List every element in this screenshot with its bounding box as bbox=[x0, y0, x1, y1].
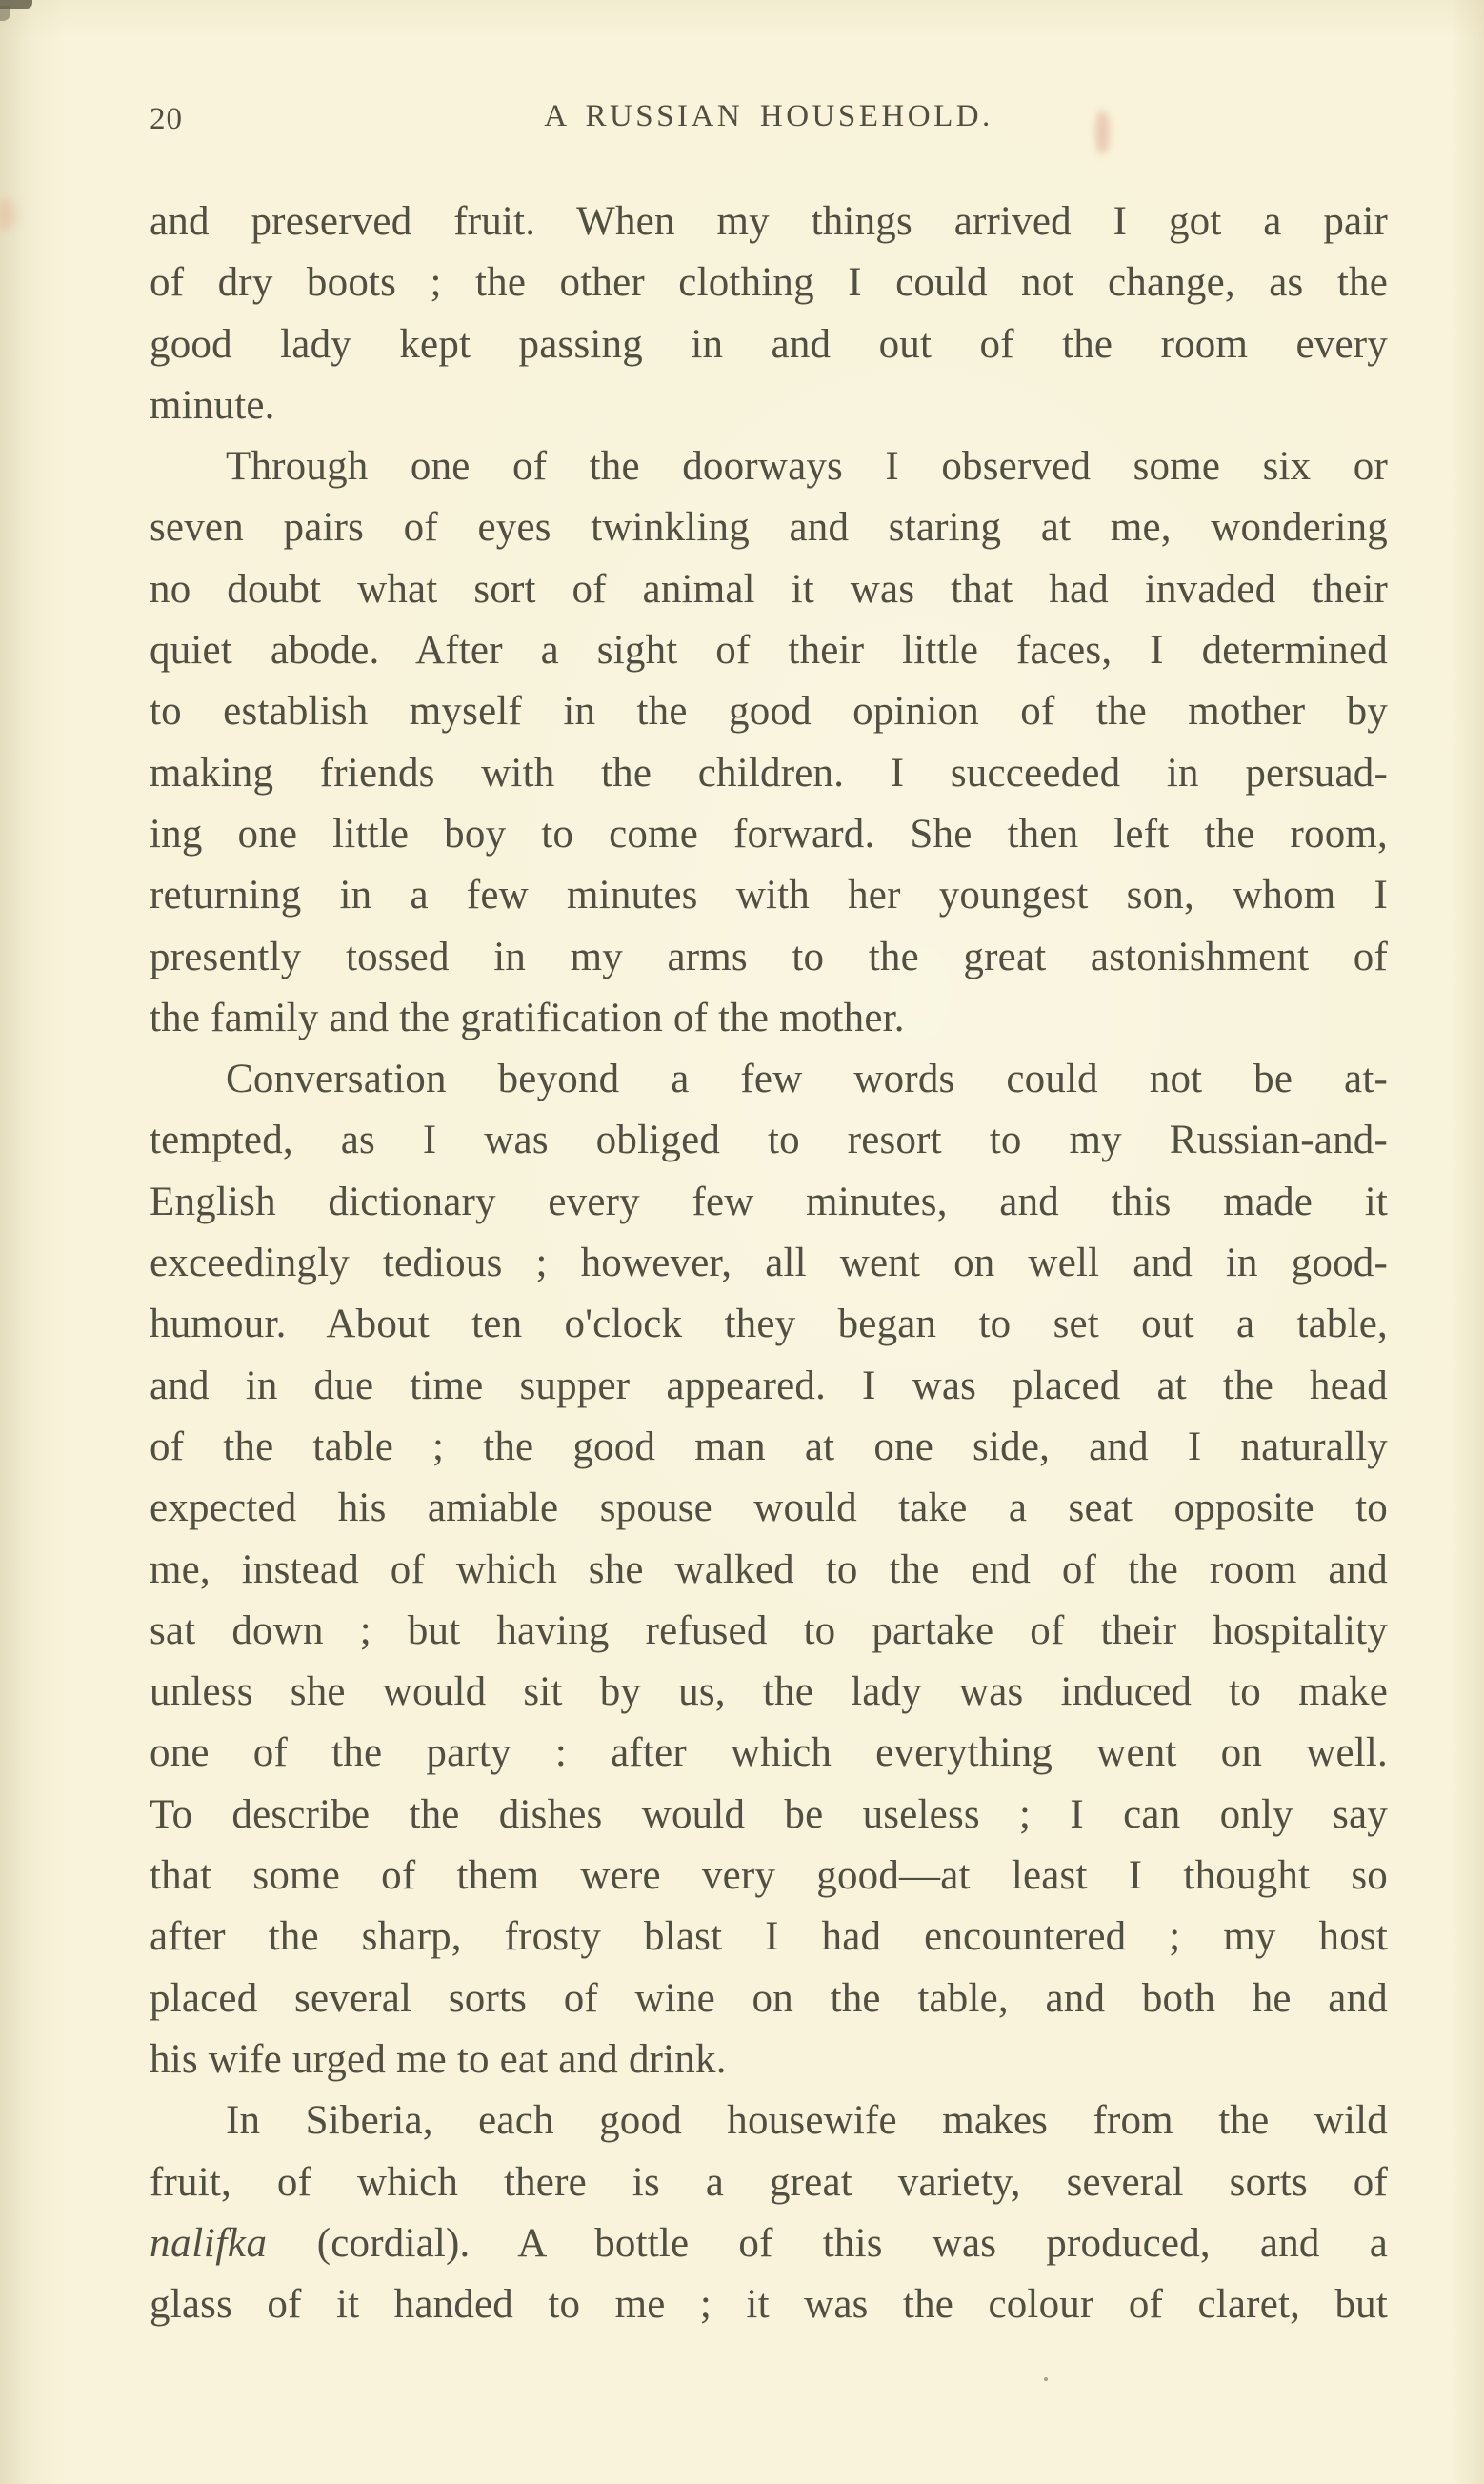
text-line bbox=[150, 1417, 1388, 1478]
text-line bbox=[150, 988, 1388, 1049]
text-line bbox=[150, 252, 1388, 313]
line-text: tempted, as I was obliged to resort to my Russian-and- bbox=[150, 1118, 1388, 1163]
line-text: and in due time supper appeared. I was placed at the head bbox=[150, 1363, 1388, 1408]
text-line bbox=[150, 865, 1388, 926]
line-text: humour. About ten o'clock they began to set out a table, bbox=[150, 1302, 1388, 1347]
line-text: minute. bbox=[150, 382, 275, 428]
text-line bbox=[150, 743, 1388, 804]
line-text: that some of them were very good—at least I thought so bbox=[150, 1853, 1388, 1899]
text-line bbox=[150, 559, 1388, 620]
scan-corner-mark-2 bbox=[0, 6, 10, 21]
line-text: glass of it handed to me ; it was the colour of claret, but bbox=[150, 2282, 1388, 2328]
line-text: To describe the dishes would be useless ; I can only say bbox=[150, 1791, 1388, 1837]
text-line bbox=[150, 2030, 1388, 2090]
text-line bbox=[150, 1785, 1388, 1846]
text-line bbox=[150, 2090, 1388, 2151]
text-line bbox=[150, 1662, 1388, 1723]
text-block bbox=[150, 192, 1388, 2335]
text-line bbox=[150, 1478, 1388, 1539]
text-line bbox=[150, 1233, 1388, 1294]
text-line bbox=[150, 804, 1388, 865]
line-text: fruit, of which there is a great variety, several sorts of bbox=[150, 2159, 1388, 2205]
italic-term: nalifka bbox=[150, 2220, 268, 2266]
text-line bbox=[150, 1969, 1388, 2030]
text-line bbox=[150, 620, 1388, 681]
text-line bbox=[150, 1110, 1388, 1171]
text-line bbox=[150, 1907, 1388, 1968]
text-line bbox=[150, 1356, 1388, 1417]
line-text: me, instead of which she walked to the end of the room and bbox=[150, 1546, 1388, 1592]
line-text: no doubt what sort of animal it was that had invaded their bbox=[150, 566, 1388, 612]
line-text: after the sharp, frosty blast I had encountered ; my host bbox=[150, 1914, 1388, 1960]
text-line bbox=[150, 1294, 1388, 1355]
line-text: returning in a few minutes with her youngest son, whom I bbox=[150, 873, 1388, 919]
text-line bbox=[150, 436, 1388, 497]
line-text: Through one of the doorways I observed some six or bbox=[226, 444, 1388, 490]
text-line bbox=[150, 1172, 1388, 1233]
running-head bbox=[150, 99, 1388, 141]
line-text: his wife urged me to eat and drink. bbox=[150, 2036, 727, 2082]
line-text: expected his amiable spouse would take a seat opposite to bbox=[150, 1485, 1388, 1531]
line-text: the family and the gratification of the mother. bbox=[150, 995, 905, 1040]
text-line bbox=[150, 927, 1388, 988]
text-line bbox=[150, 314, 1388, 375]
text-line bbox=[150, 1540, 1388, 1601]
line-text: Conversation beyond a few words could not be at- bbox=[226, 1057, 1388, 1102]
line-text: of dry boots ; the other clothing I could not change, as the bbox=[150, 260, 1388, 306]
text-line bbox=[150, 2274, 1388, 2335]
text-line bbox=[150, 2152, 1388, 2213]
scan-speck bbox=[1044, 2377, 1048, 2381]
text-line bbox=[150, 681, 1388, 742]
line-text: exceedingly tedious ; however, all went on well and in good- bbox=[150, 1241, 1388, 1286]
text-line bbox=[150, 1846, 1388, 1907]
text-line bbox=[150, 1723, 1388, 1784]
line-text: quiet abode. After a sight of their little faces, I determined bbox=[150, 628, 1388, 674]
text-line bbox=[150, 192, 1388, 252]
line-text: to establish myself in the good opinion of the mother by bbox=[150, 689, 1388, 735]
line-text: of the table ; the good man at one side, and I naturally bbox=[150, 1424, 1388, 1469]
line-text: making friends with the children. I succeeded in persuad- bbox=[150, 750, 1388, 796]
line-text: presently tossed in my arms to the great astonishment of bbox=[150, 934, 1388, 979]
line-text: good lady kept passing in and out of the room every bbox=[150, 321, 1388, 367]
line-text: English dictionary every few minutes, and this made it bbox=[150, 1179, 1388, 1224]
line-text: seven pairs of eyes twinkling and staring at me, wondering bbox=[150, 505, 1388, 551]
text-line bbox=[150, 375, 1388, 436]
page-number: 20 bbox=[150, 102, 183, 136]
text-line bbox=[150, 497, 1388, 558]
text-line bbox=[150, 1601, 1388, 1662]
text-line bbox=[150, 1049, 1388, 1110]
line-text: In Siberia, each good housewife makes from the wild bbox=[226, 2098, 1388, 2144]
running-title: A RUSSIAN HOUSEHOLD. bbox=[544, 99, 993, 133]
line-text: placed several sorts of wine on the table, and both he and bbox=[150, 1975, 1388, 2021]
text-line bbox=[150, 2213, 1388, 2274]
line-text: unless she would sit by us, the lady was induced to make bbox=[150, 1669, 1388, 1715]
line-text: one of the party : after which everything went on well. bbox=[150, 1730, 1388, 1776]
line-text: ing one little boy to come forward. She then left the room, bbox=[150, 811, 1388, 857]
scan-smudge-left-edge bbox=[0, 198, 15, 231]
line-text: and preserved fruit. When my things arrived I got a pair bbox=[150, 199, 1388, 244]
line-text: (cordial). A bottle of this was produced, and a bbox=[267, 2220, 1388, 2266]
line-text: sat down ; but having refused to partake of their hospitality bbox=[150, 1607, 1388, 1653]
